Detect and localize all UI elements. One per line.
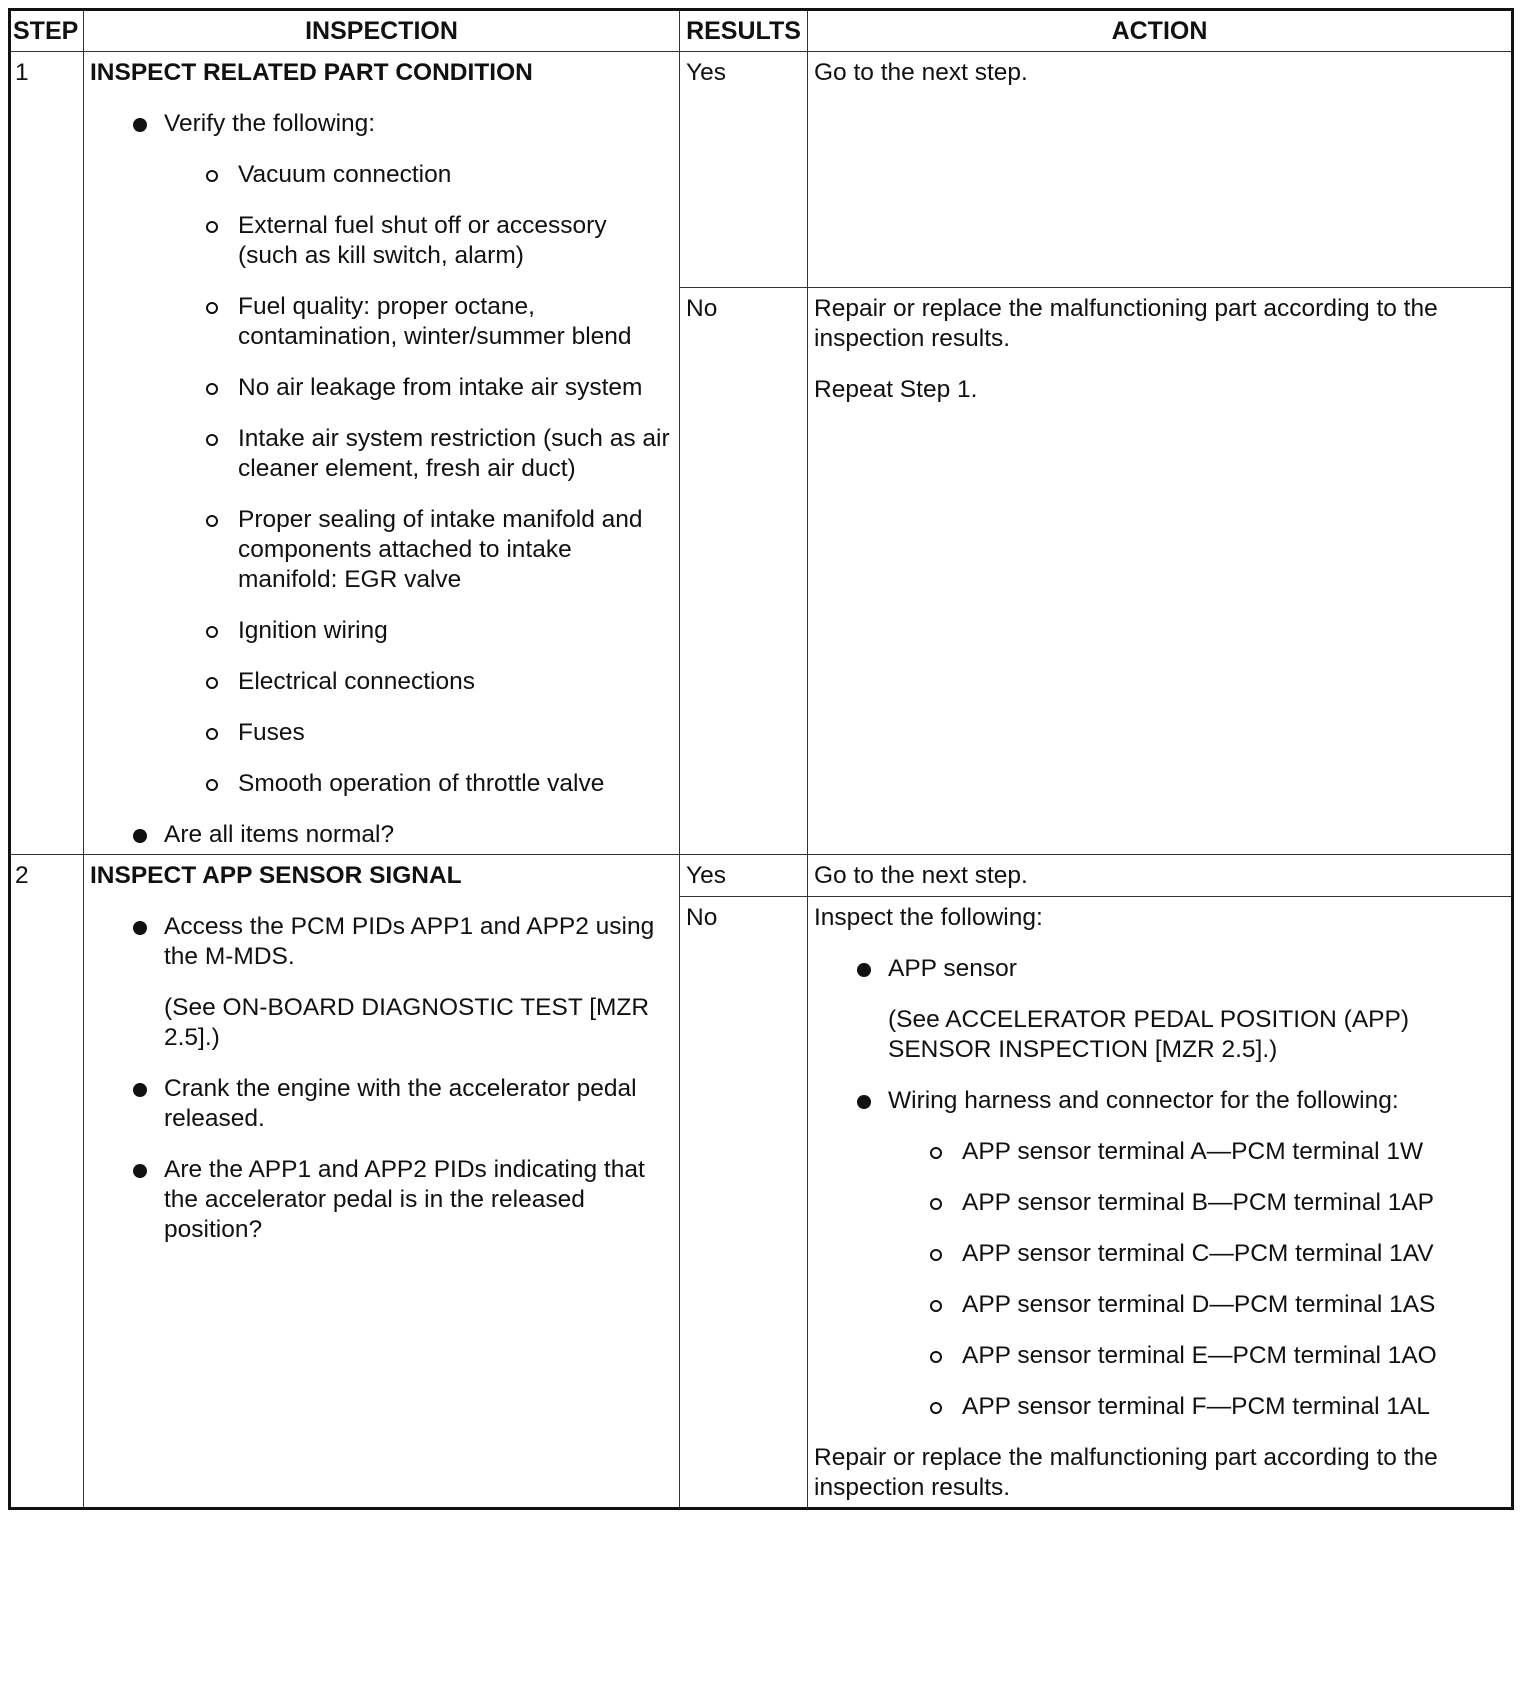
- step1-inspection: [84, 52, 680, 855]
- terminal-item: APP sensor terminal C—PCM terminal 1AV: [888, 1239, 1505, 1269]
- step2-number: 2: [10, 855, 84, 1509]
- step1-yes-row: [10, 52, 1513, 288]
- step1-no-action: [808, 288, 1513, 855]
- step2-title: INSPECT APP SENSOR SIGNAL: [90, 862, 462, 889]
- step2-no-final: Repair or replace the malfunctioning part according to the inspection results.: [814, 1444, 1438, 1501]
- step2-bullet-text: Access the PCM PIDs APP1 and APP2 using the M-MDS.: [164, 913, 655, 970]
- header-row: [10, 10, 1513, 52]
- step2-see-note: (See ON-BOARD DIAGNOSTIC TEST [MZR 2.5].): [164, 994, 650, 1051]
- step1-yes-action: Go to the next step.: [808, 52, 1513, 288]
- step2-yes-action: Go to the next step.: [808, 855, 1513, 897]
- header-results: RESULTS: [680, 10, 808, 52]
- step1-number: 1: [10, 52, 84, 855]
- step1-question: Are all items normal?: [90, 820, 673, 850]
- step1-title: INSPECT RELATED PART CONDITION: [90, 59, 533, 86]
- step2-yes-label: Yes: [680, 855, 808, 897]
- step1-item: Ignition wiring: [164, 616, 673, 646]
- step1-no-action-text: Repair or replace the malfunctioning part according to the inspection results.: [814, 295, 1438, 352]
- step2-bullet: Are the APP1 and APP2 PIDs indicating that the accelerator pedal is in the released position?: [90, 1155, 673, 1245]
- step2-inspection: [84, 855, 680, 1509]
- step2-yes-row: [10, 855, 1513, 897]
- step1-item: Fuel quality: proper octane, contamination, winter/summer blend: [164, 292, 673, 352]
- header-action: ACTION: [808, 10, 1513, 52]
- terminal-item: APP sensor terminal E—PCM terminal 1AO: [888, 1341, 1505, 1371]
- step2-no-bullet: [814, 954, 1505, 1065]
- step2-no-action: [808, 897, 1513, 1509]
- step2-no-label: No: [680, 897, 808, 1509]
- step1-item: Intake air system restriction (such as air cleaner element, fresh air duct): [164, 424, 673, 484]
- step2-no-bullet-text: APP sensor: [888, 955, 1017, 982]
- header-step: STEP: [10, 10, 84, 52]
- step1-item: Vacuum connection: [164, 160, 673, 190]
- step1-item: Smooth operation of throttle valve: [164, 769, 673, 799]
- terminal-item: APP sensor terminal B—PCM terminal 1AP: [888, 1188, 1505, 1218]
- terminal-item: APP sensor terminal F—PCM terminal 1AL: [888, 1392, 1505, 1422]
- step1-item: Fuses: [164, 718, 673, 748]
- step1-no-label: No: [680, 288, 808, 855]
- step1-item: External fuel shut off or accessory (such as kill switch, alarm): [164, 211, 673, 271]
- step1-item: No air leakage from intake air system: [164, 373, 673, 403]
- step1-yes-label: Yes: [680, 52, 808, 288]
- step1-item: Proper sealing of intake manifold and components attached to intake manifold: EGR valve: [164, 505, 673, 595]
- step2-no-bullet: [814, 1086, 1505, 1422]
- step1-verify-text: Verify the following:: [164, 110, 376, 137]
- diagnostic-table: [8, 8, 1514, 1510]
- step2-bullet: [90, 912, 673, 1053]
- step1-repeat-text: Repeat Step 1.: [814, 376, 978, 403]
- step1-item: Electrical connections: [164, 667, 673, 697]
- step2-bullet: Crank the engine with the accelerator pedal released.: [90, 1074, 673, 1134]
- step2-no-bullet-text: Wiring harness and connector for the following:: [888, 1087, 1399, 1114]
- terminal-item: APP sensor terminal D—PCM terminal 1AS: [888, 1290, 1505, 1320]
- step2-no-intro: Inspect the following:: [814, 904, 1043, 931]
- header-inspection: INSPECTION: [84, 10, 680, 52]
- terminal-item: APP sensor terminal A—PCM terminal 1W: [888, 1137, 1505, 1167]
- step2-no-see-note: (See ACCELERATOR PEDAL POSITION (APP) SENSOR INSPECTION [MZR 2.5].): [888, 1006, 1409, 1063]
- step1-verify-bullet: [90, 109, 673, 799]
